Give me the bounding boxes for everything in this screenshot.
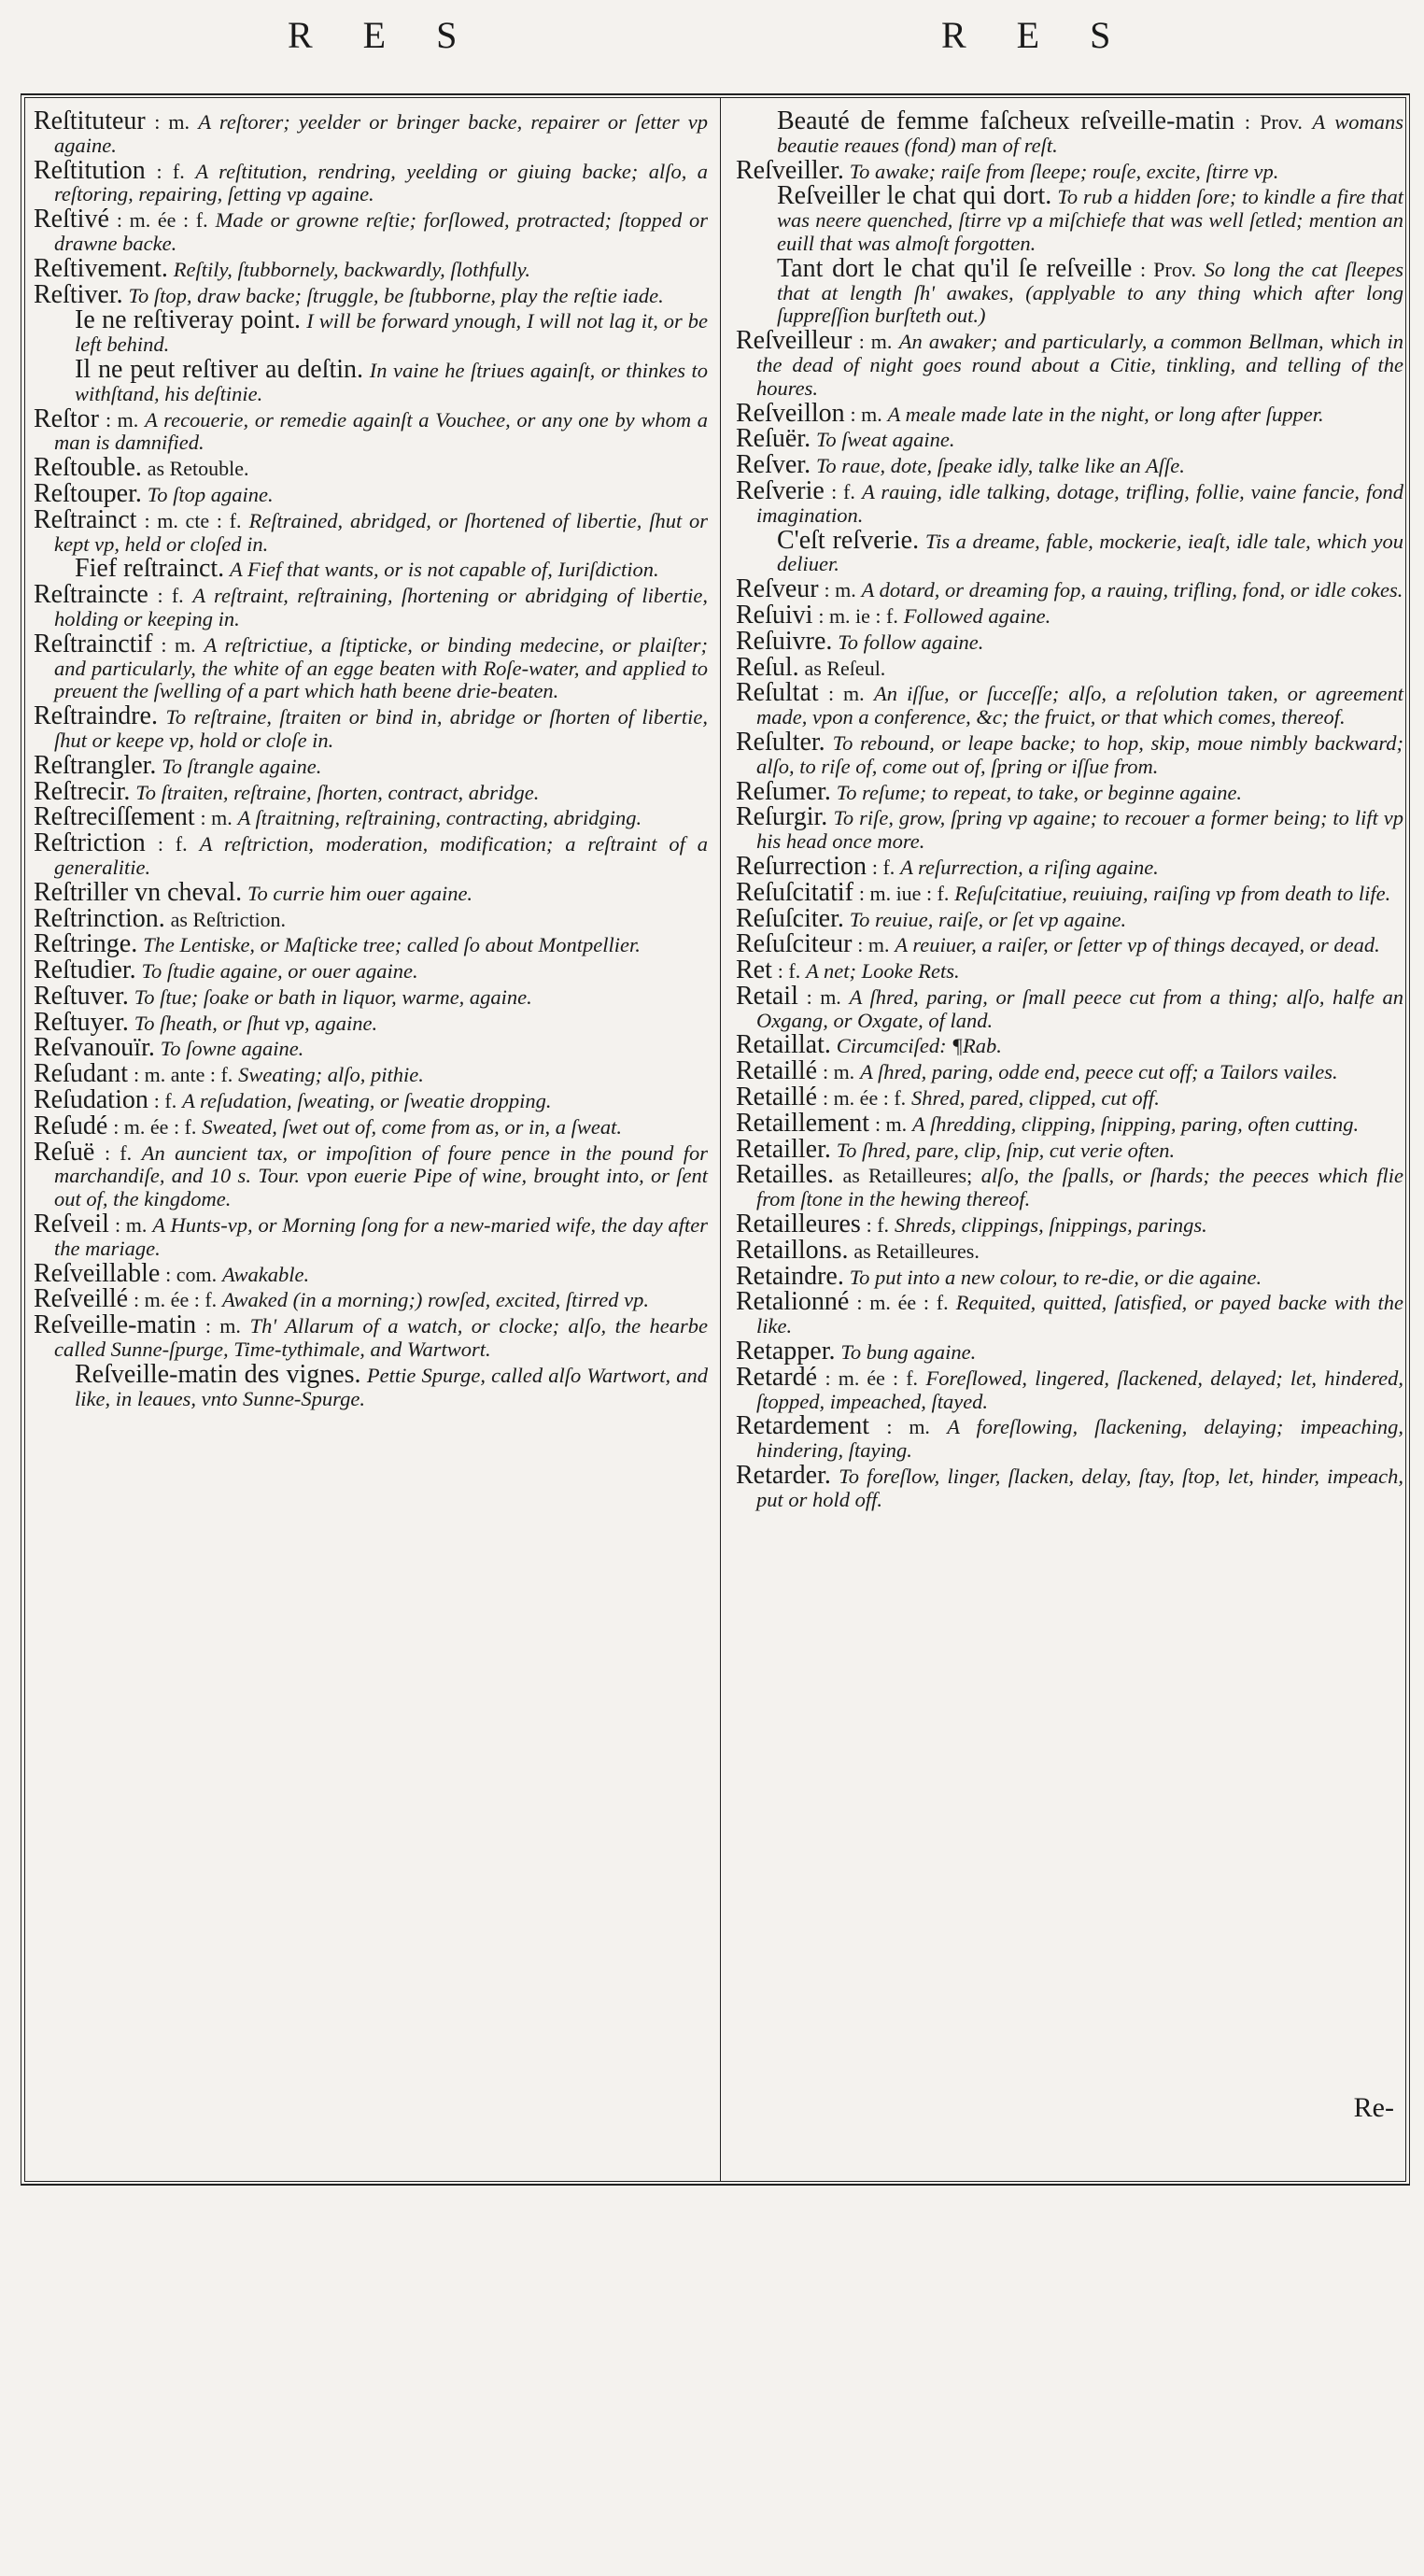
dictionary-entry (736, 1235, 1403, 1265)
grammar-note: as Retailleures. (853, 1238, 980, 1263)
headword: Reſtouper. (34, 478, 142, 508)
definition: Followed againe. (903, 603, 1051, 628)
grammar-note: : m. (824, 578, 856, 602)
definition: A recouerie, or remedie againſt a Vouchee, or any one by whom a man is damnified. (54, 407, 709, 455)
headword: Reſtrangler. (34, 750, 157, 780)
grammar-note: : m. (204, 1314, 241, 1338)
dictionary-entry (54, 354, 708, 406)
dictionary-entry (756, 253, 1404, 328)
headword: Reſulter. (736, 727, 825, 757)
dictionary-entry (736, 398, 1403, 428)
grammar-note: : m. (154, 110, 190, 134)
dictionary-entry (34, 1258, 708, 1288)
headword: Reſuſciter. (736, 903, 844, 933)
headword: Reſveur (736, 574, 819, 604)
grammar-note: : m. (161, 632, 196, 657)
dictionary-entry (34, 1007, 708, 1037)
dictionary-entry (34, 750, 708, 780)
grammar-note: : m. (822, 1060, 855, 1084)
definition: A ſtraitning, reſtraining, contracting, abridging. (237, 806, 642, 830)
headword: Retail (736, 981, 798, 1011)
dictionary-entry (34, 903, 708, 933)
dictionary-entry (736, 1210, 1403, 1239)
headword: C'eſt reſverie. (777, 525, 920, 555)
grammar-note: : m. ie : f. (818, 603, 898, 628)
headword: Reſul. (736, 652, 799, 682)
definition: To riſe, grow, ſpring vp againe; to recouer a former being; to lift vp his head once more. (756, 806, 1404, 854)
definition: The Lentiske, or Maſticke tree; called ſo about Montpellier. (143, 933, 641, 957)
dictionary-entry (736, 1261, 1403, 1291)
headword: Reſveilleur (736, 326, 853, 356)
grammar-note: : f. (831, 479, 855, 503)
definition: A reſtorer; yeelder or bringer backe, repairer or ſetter vp againe. (54, 110, 709, 157)
dictionary-entry (736, 424, 1403, 454)
dictionary-entry (34, 253, 708, 283)
definition: Sweating; alſo, pithie. (238, 1063, 424, 1087)
dictionary-entry (34, 403, 709, 456)
definition: To ſweat againe. (815, 428, 955, 452)
headword: Reſtivement. (34, 253, 168, 283)
definition: An auncient tax, or impoſition of foure pence in the pound for marchandiſe, and 10 s. Tour. vpon euerie Pipe of wine, brought into, or ſent out of, the kingdome. (54, 1140, 708, 1211)
dictionary-entry (34, 701, 708, 753)
headword: Retapper. (736, 1337, 836, 1366)
dictionary-entry (736, 981, 1404, 1033)
headword: Reſtor (34, 403, 99, 433)
headword: Reſtringe. (34, 929, 138, 959)
headword: Retaillé (736, 1083, 818, 1112)
definition: A reſtitution, rendring, yeelding or giuing backe; alſo, a reſtoring, repairing, ſetting vp againe. (54, 159, 709, 206)
definition: A meale made late in the night, or long after ſupper. (887, 402, 1324, 426)
definition: A net; Looke Rets. (806, 959, 960, 984)
definition: Reſtily, ſtubbornely, backwardly, ſlothfully. (173, 257, 530, 281)
grammar-note: : m. (827, 682, 865, 706)
definition: A ſhred, paring, or ſmall peece cut from a thing; alſo, halfe an Oxgang, or Oxgate, of land. (756, 984, 1404, 1032)
headword: Reſtiver. (34, 279, 123, 309)
definition: To rub a hidden ſore; to kindle a fire that was neere quenched, ſtirre vp a miſchiefe that was well ſetled; mention an euill that was almoſt forgotten. (777, 185, 1404, 255)
dictionary-entry (736, 1056, 1403, 1086)
definition: A reſudation, ſweating, or ſweatie dropping. (182, 1089, 552, 1113)
headword: Retardé (736, 1362, 818, 1392)
definition: Shreds, clippings, ſnippings, parings. (894, 1213, 1207, 1238)
dictionary-page (7, 0, 1413, 2576)
definition: Reſtrained, abridged, or ſhortened of libertie, ſhut or kept vp, held or cloſed in. (54, 508, 709, 556)
dictionary-entry (736, 955, 1403, 985)
definition: To ſtraiten, reſtraine, ſhorten, contract, abridge. (135, 780, 540, 804)
definition: An awaker; and particularly, a common Bellman, which in the dead of night goes round about a Citie, tinkling, and telling of the houres. (756, 330, 1404, 400)
definition: To reuiue, raiſe, or ſet vp againe. (849, 907, 1127, 931)
headword: Reſudé (34, 1111, 108, 1140)
headword: Reſveillé (34, 1284, 129, 1314)
grammar-note: : m. ée : f. (825, 1366, 919, 1390)
dictionary-entry (736, 1134, 1403, 1164)
dictionary-entry (736, 1287, 1404, 1338)
definition: A reſtraint, reſtraining, ſhortening or abridging of libertie, holding or keeping in. (54, 584, 709, 630)
definition: alſo, the ſpalls, or ſhards; the peeces which flie from ſtone in the hewing thereof. (756, 1164, 1403, 1211)
definition: To ſowne againe. (160, 1037, 304, 1061)
headword: Reſverie (736, 475, 825, 505)
headword: Ret (736, 955, 772, 985)
grammar-note: as Reſeul. (804, 656, 886, 680)
headword: Reſtuver. (34, 981, 129, 1011)
grammar-note: : f. (871, 855, 895, 879)
headword: Reſtreciſſement (34, 802, 195, 832)
dictionary-entry (736, 1160, 1403, 1211)
grammar-note: : f. (104, 1140, 133, 1165)
grammar-note: : f. (157, 584, 184, 608)
headword: Reſtriction (34, 828, 146, 858)
headword: Reſtrecir. (34, 776, 131, 806)
definition: So long the cat ſleepes that at length ſh' awakes, (applyable to any thing which after long ſuppreſſion burſteth out.) (777, 257, 1404, 328)
dictionary-entry (736, 326, 1404, 400)
dictionary-entry (34, 1210, 709, 1261)
headword: Reſveille-matin des vignes. (75, 1359, 361, 1389)
headword: Reſveillon (736, 398, 845, 428)
definition: To ſhred, pare, clip, ſnip, cut verie often. (836, 1138, 1176, 1162)
headword: Reſudant (34, 1059, 129, 1089)
grammar-note: : f. (153, 1089, 177, 1113)
catchword: Re- (1353, 2092, 1394, 2123)
dictionary-entry (54, 305, 709, 357)
grammar-note: as Reſtriction. (170, 907, 287, 931)
grammar-note: : m. ée : f. (822, 1086, 907, 1111)
grammar-note: : m. (200, 806, 233, 830)
headword: Reſtraindre. (34, 701, 158, 731)
dictionary-entry (34, 453, 708, 483)
dictionary-entry (736, 851, 1403, 881)
headword: Reſveillable (34, 1258, 161, 1288)
grammar-note: : f. (157, 832, 188, 856)
headword: Reſveiller. (736, 155, 844, 185)
grammar-note: : com. (165, 1262, 218, 1286)
definition: An iſſue, or ſucceſſe; alſo, a reſolution taken, or agreement made, vpon a conference, &c; the fruict, or that which comes, thereof. (756, 682, 1404, 729)
headword: Retaillé (736, 1056, 818, 1086)
dictionary-entry (34, 504, 709, 557)
headword: Retailles. (736, 1160, 834, 1190)
definition: A ſhred, paring, odde end, peece cut off; a Tailors vailes. (860, 1060, 1338, 1084)
dictionary-entry (34, 1059, 708, 1089)
definition: Awaked (in a morning;) rowſed, excited, ſtirred vp. (222, 1288, 650, 1312)
dictionary-entry (34, 1284, 708, 1314)
headword: Reſurrection (736, 851, 867, 881)
definition: Th' Allarum of a watch, or clocke; alſo, the hearbe called Sunne-ſpurge, Time-tythimale, and Wartwort. (54, 1314, 709, 1362)
grammar-note: : m. cte : f. (144, 508, 242, 532)
dictionary-entry (736, 1411, 1404, 1463)
dictionary-entry (54, 1359, 709, 1411)
headword: Reſtrainctif (34, 629, 153, 658)
headword: Reſtituteur (34, 106, 146, 135)
headword: Il ne peut reſtiver au deſtin. (75, 354, 364, 384)
dictionary-entry (34, 478, 708, 508)
definition: In vaine he ſtriues againſt, or thinkes to withſtand, his deſtinie. (75, 358, 708, 405)
dictionary-entry (736, 155, 1403, 185)
definition: A Hunts-vp, or Morning ſong for a new-maried wife, the day after the mariage. (54, 1213, 709, 1260)
definition: To ſtue; ſoake or bath in liquor, warme, againe. (134, 984, 532, 1009)
headword: Reſumer. (736, 776, 831, 806)
definition: A reſtriction, moderation, modification; a reſtraint of a generalitie. (54, 832, 708, 879)
dictionary-entry (736, 802, 1404, 854)
headword: Reſver. (736, 450, 811, 480)
headword: Retaindre. (736, 1261, 844, 1291)
dictionary-entry (736, 929, 1403, 959)
dictionary-entry (736, 652, 1403, 682)
grammar-note: : m. iue : f. (858, 881, 950, 905)
headword: Retailleures (736, 1210, 861, 1239)
definition: Tis a dreame, fable, mockerie, ieaſt, idle tale, which you deliuer. (777, 529, 1403, 576)
dictionary-entry (34, 1111, 708, 1140)
headword: Fief reſtrainct. (75, 554, 225, 584)
headword: Reſvanouïr. (34, 1033, 155, 1063)
headword: Reſuër. (736, 424, 811, 454)
dictionary-entry (34, 629, 708, 703)
dictionary-entry (736, 903, 1403, 933)
definition: To reſume; to repeat, to take, or beginne againe. (836, 780, 1243, 804)
definition: To ſtop, draw backe; ſtruggle, be ſtubborne, play the reſtie iade. (128, 283, 664, 307)
grammar-note: : m. ée : f. (116, 208, 208, 233)
headword: Retardement (736, 1411, 870, 1441)
headword: Reſuſciteur (736, 929, 853, 959)
dictionary-entry (736, 1108, 1403, 1138)
definition: To rebound, or leape backe; to hop, skip, moue nimbly backward; alſo, to riſe of, come out of, ſpring or iſſue from. (756, 730, 1404, 778)
dictionary-entry (34, 205, 709, 256)
grammar-note: as Retailleures; (842, 1164, 973, 1188)
running-header-left: R E S (288, 14, 478, 56)
dictionary-entry (736, 1362, 1404, 1414)
definition: Sweated, ſwet out of, come from as, or in, a ſweat. (202, 1114, 623, 1139)
grammar-note: : m. ée : f. (133, 1288, 218, 1312)
headword: Reſtrainct (34, 504, 137, 534)
definition: A ſhredding, clipping, ſnipping, paring, often cutting. (912, 1111, 1360, 1136)
dictionary-entry (34, 279, 708, 309)
grammar-note: : m. (114, 1213, 148, 1238)
grammar-note: : m. (874, 1111, 908, 1136)
definition: To follow againe. (838, 630, 984, 654)
dictionary-entry (34, 828, 708, 880)
dictionary-entry (736, 450, 1403, 480)
headword: Reſtrinction. (34, 903, 165, 933)
headword: Retailler. (736, 1134, 831, 1164)
headword: Retaillement (736, 1108, 870, 1138)
dictionary-entry (736, 1030, 1403, 1060)
definition: To reſtraine, ſtraiten or bind in, abridge or ſhorten of libertie, ſhut or keepe vp, hold or cloſe in. (54, 705, 708, 752)
dictionary-entry (34, 1085, 708, 1115)
dictionary-entry (736, 600, 1403, 630)
headword: Reſveiller le chat qui dort. (777, 181, 1052, 211)
dictionary-entry (54, 554, 708, 584)
dictionary-entry (736, 475, 1403, 528)
grammar-note: as Retouble. (147, 457, 249, 481)
grammar-note: : Prov. (1244, 110, 1303, 134)
running-headers (7, 13, 1413, 69)
definition: A rauing, idle talking, dotage, trifling, follie, vaine fancie, fond imagination. (756, 479, 1403, 527)
headword: Reſtriller vn cheval. (34, 877, 243, 907)
definition: Awakable. (222, 1262, 310, 1286)
dictionary-entry (736, 574, 1403, 604)
headword: Retarder. (736, 1461, 831, 1491)
dictionary-entry (34, 981, 708, 1011)
definition: Made or growne reſtie; forſlowed, protracted; ſtopped or drawne backe. (54, 208, 709, 255)
grammar-note: : m. (886, 1415, 930, 1439)
definition: To awake; raiſe from ſleepe; rouſe, excite, ſtirre vp. (849, 159, 1279, 183)
grammar-note: : f. (156, 159, 185, 183)
dictionary-entry (736, 678, 1404, 729)
dictionary-entry (736, 877, 1403, 907)
definition: Pettie Spurge, called alſo Wartwort, and like, in leaues, vnto Sunne-Spurge. (75, 1363, 709, 1410)
headword: Tant dort le chat qu'il ſe reſveille (777, 253, 1133, 283)
headword: Reſtivé (34, 205, 109, 234)
definition: Requited, quitted, ſatisfied, or payed backe with the like. (756, 1291, 1404, 1338)
dictionary-entry (756, 525, 1403, 577)
grammar-note: : m. ée : f. (856, 1291, 949, 1315)
definition: To raue, dote, ſpeake idly, talke like an Aſſe. (815, 454, 1185, 478)
definition: To foreſlow, linger, ſlacken, delay, ſtay, ſtop, let, hinder, impeach, put or hold off. (756, 1465, 1404, 1511)
dictionary-entry (736, 1083, 1403, 1112)
grammar-note: : m. (857, 933, 890, 957)
definition: To ſtudie againe, or ouer againe. (141, 959, 418, 984)
definition: To ſtrangle againe. (162, 754, 322, 778)
dictionary-entry (34, 929, 708, 959)
definition: To put into a new colour, to re-die, or die againe. (849, 1265, 1262, 1289)
dictionary-entry (736, 1461, 1404, 1512)
definition: To ſtop againe. (147, 482, 274, 506)
headword: Reſtudier. (34, 955, 136, 985)
dictionary-entry (736, 1337, 1403, 1366)
left-column (34, 106, 709, 1412)
grammar-note: : m. (806, 984, 841, 1009)
dictionary-entry (736, 776, 1403, 806)
definition: Foreſlowed, lingered, ſlackened, delayed; let, hindered, ſtopped, impeached, ſtayed. (756, 1366, 1404, 1413)
dictionary-entry (34, 776, 708, 806)
dictionary-entry (34, 106, 709, 158)
headword: Reſudation (34, 1085, 148, 1115)
definition: A reſtrictiue, a ſtipticke, or binding medecine, or plaiſter; and particularly, the white of an egge beaten with Roſe-water, and applied to preuent the ſwelling of a part which hath beene drie-beaten. (54, 632, 708, 703)
definition: A dotard, or dreaming fop, a rauing, trifling, fond, or idle cokes. (861, 578, 1403, 602)
dictionary-entry (756, 106, 1404, 158)
headword: Reſuſcitatif (736, 877, 853, 907)
grammar-note: : f. (777, 959, 801, 984)
dictionary-entry (756, 181, 1404, 255)
headword: Reſtuyer. (34, 1007, 129, 1037)
right-column (736, 106, 1404, 1514)
headword: Reſtouble. (34, 453, 142, 483)
grammar-note: : m. (850, 402, 882, 426)
dictionary-entry (736, 626, 1403, 656)
definition: A womans beautie reaues (fond) man of reſt. (777, 110, 1404, 157)
dictionary-entry (34, 877, 708, 907)
headword: Reſuivi (736, 600, 813, 630)
headword: Retaillat. (736, 1030, 831, 1060)
dictionary-entry (34, 1137, 708, 1211)
definition: To currie him ouer againe. (247, 881, 473, 905)
dictionary-entry (736, 727, 1404, 779)
headword: Retalionné (736, 1287, 850, 1317)
headword: Reſtraincte (34, 580, 148, 610)
definition: To bung againe. (840, 1340, 977, 1365)
headword: Reſultat (736, 678, 819, 708)
definition: A Fief that wants, or is not capable of, Iuriſdiction. (230, 558, 659, 582)
headword: Ie ne reſtiveray point. (75, 305, 302, 335)
dictionary-entry (34, 802, 708, 832)
grammar-note: : m. ée : f. (113, 1114, 197, 1139)
dictionary-entry (34, 155, 709, 207)
grammar-note: : m. ante : f. (133, 1063, 233, 1087)
dictionary-entry (34, 1310, 709, 1362)
headword: Reſveil (34, 1210, 109, 1239)
dictionary-entry (34, 580, 709, 631)
headword: Reſuivre. (736, 626, 833, 656)
definition: Reſuſcitatiue, reuiuing, raiſing vp from death to life. (954, 881, 1391, 905)
definition: To ſheath, or ſhut vp, againe. (134, 1011, 378, 1035)
column-divider (720, 97, 721, 2182)
headword: Reſveille-matin (34, 1310, 197, 1340)
grammar-note: : m. (105, 407, 139, 432)
definition: A reſurrection, a riſing againe. (900, 855, 1159, 879)
grammar-note: : m. (858, 330, 893, 354)
definition: Shred, pared, clipped, cut off. (911, 1086, 1160, 1111)
definition: I will be forward ynough, I will not lag it, or be left behind. (75, 309, 709, 357)
running-header-right: R E S (941, 14, 1132, 56)
definition: A reuiuer, a raiſer, or ſetter vp of things decayed, or dead. (895, 933, 1380, 957)
headword: Retaillons. (736, 1235, 849, 1265)
dictionary-entry (34, 1033, 708, 1063)
definition: Circumciſed: ¶Rab. (836, 1034, 1002, 1058)
headword: Reſurgir. (736, 802, 828, 832)
headword: Reſuë (34, 1137, 95, 1167)
headword: Reſtitution (34, 155, 146, 185)
grammar-note: : f. (866, 1213, 890, 1238)
grammar-note: : Prov. (1139, 257, 1196, 281)
definition: A foreſlowing, ſlackening, delaying; impeaching, hindering, ſtaying. (756, 1415, 1404, 1463)
headword: Beauté de femme faſcheux reſveille-matin (777, 106, 1235, 135)
dictionary-entry (34, 955, 708, 985)
